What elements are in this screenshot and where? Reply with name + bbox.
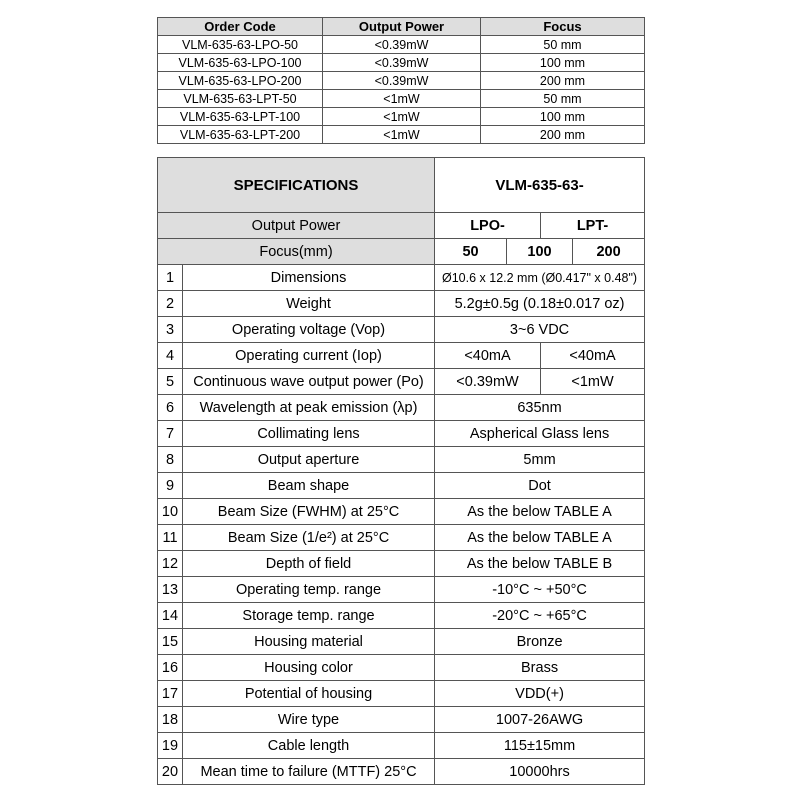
spec-row-value: Bronze bbox=[435, 629, 645, 655]
spec-row bbox=[158, 499, 645, 525]
order-code-cell: VLM-635-63-LPT-100 bbox=[158, 108, 323, 126]
focus-value-50: 50 bbox=[435, 239, 507, 265]
spec-row bbox=[158, 265, 645, 291]
spec-row-number: 9 bbox=[158, 473, 183, 499]
spec-row bbox=[158, 577, 645, 603]
output-power-cell: <0.39mW bbox=[323, 36, 481, 54]
spec-row-number: 15 bbox=[158, 629, 183, 655]
spec-row bbox=[158, 317, 645, 343]
spec-row-value-lpo: <0.39mW bbox=[435, 369, 541, 395]
spec-row bbox=[158, 655, 645, 681]
spec-row bbox=[158, 447, 645, 473]
spec-row-value: -20°C ~ +65°C bbox=[435, 603, 645, 629]
spec-row-label: Storage temp. range bbox=[183, 603, 435, 629]
spec-row-number: 2 bbox=[158, 291, 183, 317]
spec-row bbox=[158, 369, 645, 395]
spec-row-number: 18 bbox=[158, 707, 183, 733]
spec-row-label: Mean time to failure (MTTF) 25°C bbox=[183, 759, 435, 785]
spec-row-label: Dimensions bbox=[183, 265, 435, 291]
spec-row-label: Wavelength at peak emission (λp) bbox=[183, 395, 435, 421]
output-power-cell: <1mW bbox=[323, 90, 481, 108]
spec-row-number: 10 bbox=[158, 499, 183, 525]
lpt-label: LPT- bbox=[541, 213, 645, 239]
spec-row bbox=[158, 603, 645, 629]
header-order-code: Order Code bbox=[158, 18, 323, 36]
focus-cell: 200 mm bbox=[481, 126, 645, 144]
order-code-table bbox=[157, 17, 645, 144]
lpo-label: LPO- bbox=[435, 213, 541, 239]
spec-row bbox=[158, 629, 645, 655]
spec-row-value: 5mm bbox=[435, 447, 645, 473]
order-table-row bbox=[158, 54, 645, 72]
spec-row bbox=[158, 733, 645, 759]
spec-row-value: As the below TABLE A bbox=[435, 525, 645, 551]
order-table-row bbox=[158, 72, 645, 90]
spec-row-value: VDD(+) bbox=[435, 681, 645, 707]
spec-row-value: As the below TABLE A bbox=[435, 499, 645, 525]
spec-row-number: 20 bbox=[158, 759, 183, 785]
focus-cell: 50 mm bbox=[481, 90, 645, 108]
spec-row bbox=[158, 343, 645, 369]
spec-row-label: Housing material bbox=[183, 629, 435, 655]
spec-row-label: Housing color bbox=[183, 655, 435, 681]
spec-row-value: As the below TABLE B bbox=[435, 551, 645, 577]
spec-row-value: Brass bbox=[435, 655, 645, 681]
output-power-cell: <1mW bbox=[323, 108, 481, 126]
spec-row-number: 13 bbox=[158, 577, 183, 603]
spec-row-number: 4 bbox=[158, 343, 183, 369]
output-power-cell: <1mW bbox=[323, 126, 481, 144]
order-table-row bbox=[158, 36, 645, 54]
spec-row bbox=[158, 525, 645, 551]
spec-row-value: 10000hrs bbox=[435, 759, 645, 785]
spec-row-value: 115±15mm bbox=[435, 733, 645, 759]
spec-row-label: Beam shape bbox=[183, 473, 435, 499]
spec-row-value: 1007-26AWG bbox=[435, 707, 645, 733]
focus-label: Focus(mm) bbox=[158, 239, 435, 265]
spec-row-value: Aspherical Glass lens bbox=[435, 421, 645, 447]
focus-cell: 100 mm bbox=[481, 54, 645, 72]
spec-row bbox=[158, 395, 645, 421]
focus-cell: 100 mm bbox=[481, 108, 645, 126]
spec-row-number: 7 bbox=[158, 421, 183, 447]
output-power-row bbox=[158, 213, 645, 239]
spec-row-label: Operating voltage (Vop) bbox=[183, 317, 435, 343]
output-power-cell: <0.39mW bbox=[323, 54, 481, 72]
header-output-power: Output Power bbox=[323, 18, 481, 36]
spec-row-number: 17 bbox=[158, 681, 183, 707]
spec-row-label: Weight bbox=[183, 291, 435, 317]
focus-cell: 200 mm bbox=[481, 72, 645, 90]
spec-row-value-lpt: <40mA bbox=[541, 343, 645, 369]
order-code-cell: VLM-635-63-LPT-50 bbox=[158, 90, 323, 108]
spec-row-label: Potential of housing bbox=[183, 681, 435, 707]
order-code-cell: VLM-635-63-LPO-200 bbox=[158, 72, 323, 90]
spec-row-value-lpo: <40mA bbox=[435, 343, 541, 369]
spec-row-label: Collimating lens bbox=[183, 421, 435, 447]
spec-row-number: 8 bbox=[158, 447, 183, 473]
spec-row bbox=[158, 291, 645, 317]
spec-row-label: Continuous wave output power (Po) bbox=[183, 369, 435, 395]
spec-row-number: 5 bbox=[158, 369, 183, 395]
specifications-table bbox=[157, 157, 645, 785]
spec-row bbox=[158, 681, 645, 707]
header-focus: Focus bbox=[481, 18, 645, 36]
spec-row-value: Ø10.6 x 12.2 mm (Ø0.417" x 0.48") bbox=[435, 265, 645, 291]
spec-row-value: 635nm bbox=[435, 395, 645, 421]
order-table-row bbox=[158, 108, 645, 126]
order-table-row bbox=[158, 126, 645, 144]
spec-row-label: Output aperture bbox=[183, 447, 435, 473]
spec-row bbox=[158, 421, 645, 447]
spec-row-label: Operating temp. range bbox=[183, 577, 435, 603]
spec-row-value: 3~6 VDC bbox=[435, 317, 645, 343]
spec-row-number: 1 bbox=[158, 265, 183, 291]
order-table-header-row bbox=[158, 18, 645, 36]
spec-row-label: Cable length bbox=[183, 733, 435, 759]
spec-row-label: Operating current (Iop) bbox=[183, 343, 435, 369]
spec-title: SPECIFICATIONS bbox=[158, 158, 435, 213]
spec-row-number: 6 bbox=[158, 395, 183, 421]
spec-row bbox=[158, 473, 645, 499]
spec-row-number: 3 bbox=[158, 317, 183, 343]
spec-row-number: 12 bbox=[158, 551, 183, 577]
spec-row bbox=[158, 759, 645, 785]
focus-value-200: 200 bbox=[573, 239, 645, 265]
spec-row-label: Beam Size (FWHM) at 25°C bbox=[183, 499, 435, 525]
spec-row-label: Wire type bbox=[183, 707, 435, 733]
focus-cell: 50 mm bbox=[481, 36, 645, 54]
spec-row-value: Dot bbox=[435, 473, 645, 499]
order-table-row bbox=[158, 90, 645, 108]
order-code-cell: VLM-635-63-LPO-100 bbox=[158, 54, 323, 72]
spec-row-label: Depth of field bbox=[183, 551, 435, 577]
order-code-cell: VLM-635-63-LPT-200 bbox=[158, 126, 323, 144]
spec-row-value: -10°C ~ +50°C bbox=[435, 577, 645, 603]
spec-row-value: 5.2g±0.5g (0.18±0.017 oz) bbox=[435, 291, 645, 317]
output-power-label: Output Power bbox=[158, 213, 435, 239]
spec-model: VLM-635-63- bbox=[435, 158, 645, 213]
order-code-cell: VLM-635-63-LPO-50 bbox=[158, 36, 323, 54]
spec-title-row bbox=[158, 158, 645, 213]
spec-row bbox=[158, 551, 645, 577]
focus-row bbox=[158, 239, 645, 265]
spec-row-number: 16 bbox=[158, 655, 183, 681]
spec-row-value-lpt: <1mW bbox=[541, 369, 645, 395]
spec-row-number: 19 bbox=[158, 733, 183, 759]
focus-value-100: 100 bbox=[507, 239, 573, 265]
spec-row bbox=[158, 707, 645, 733]
spec-row-number: 11 bbox=[158, 525, 183, 551]
output-power-cell: <0.39mW bbox=[323, 72, 481, 90]
spec-row-number: 14 bbox=[158, 603, 183, 629]
spec-row-label: Beam Size (1/e²) at 25°C bbox=[183, 525, 435, 551]
